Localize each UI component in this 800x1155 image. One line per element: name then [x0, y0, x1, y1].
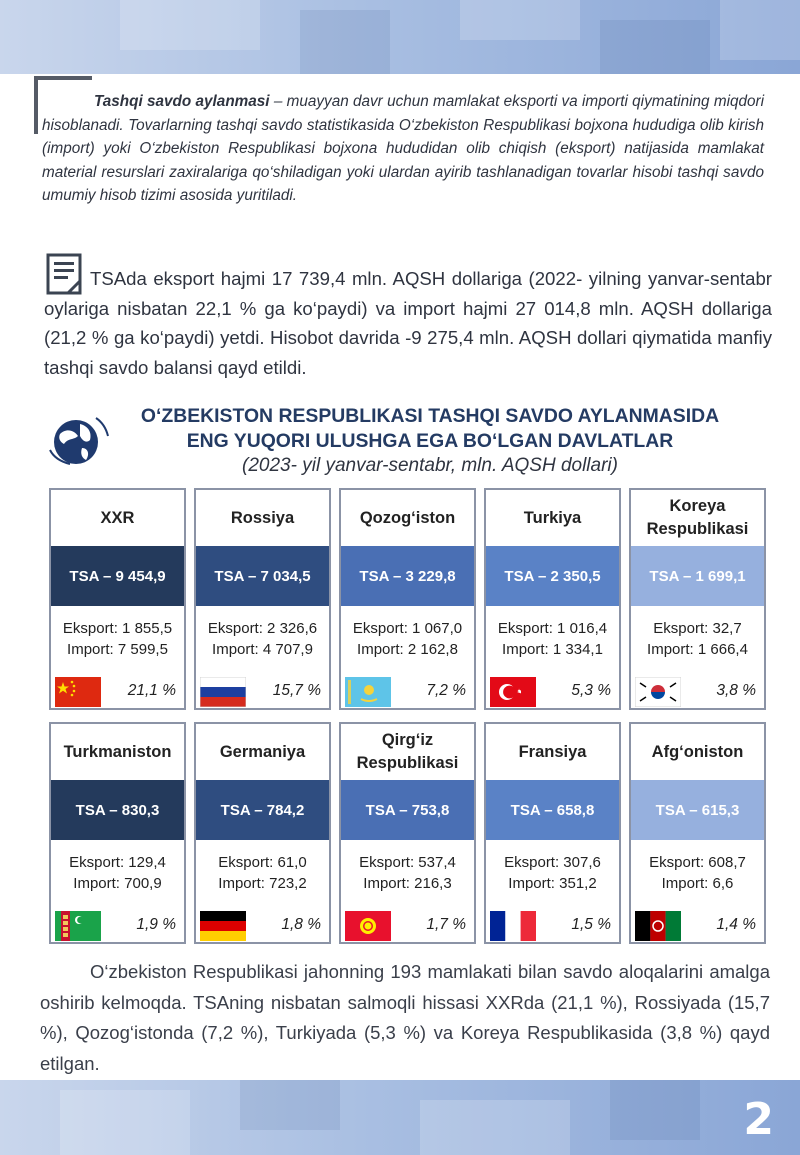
conclusion-text: O‘zbekiston Respublikasi jahonning 193 mamlakati bilan savdo aloqalarini amalga oshirib kelmoqda. TSAning nisbatan salmoqli hissasi XXRda (21,1 %), Rossiyada (15,7 %), Qozog‘istonda (7,2 %), Turkiyada (5,3 %) va Koreya Respublikasida (3,8 %) qayd etilgan.	[40, 961, 770, 1074]
tsa-value: TSA – 658,8	[486, 780, 619, 840]
germany-flag-icon	[200, 911, 246, 941]
country-card-turkmaniston	[49, 722, 186, 944]
export-value: Eksport: 1 067,0	[352, 620, 463, 637]
kyrgyzstan-flag-icon	[345, 911, 391, 941]
export-value: Eksport: 537,4	[359, 854, 456, 871]
country-card-xxr	[49, 488, 186, 710]
header-band	[0, 0, 800, 74]
share-value: 7,2 %	[426, 682, 466, 699]
afghanistan-flag-icon	[635, 911, 681, 941]
kazakhstan-flag-icon	[345, 677, 391, 707]
tsa-value: TSA – 7 034,5	[196, 546, 329, 606]
tsa-value: TSA – 3 229,8	[341, 546, 474, 606]
section-subtitle: (2023- yil yanvar-sentabr, mln. AQSH dollari)	[242, 455, 618, 476]
share-value: 15,7 %	[272, 682, 321, 699]
country-name: Germaniya	[219, 742, 306, 761]
trade-values	[51, 853, 184, 894]
france-flag-icon	[490, 911, 536, 941]
share-value: 3,8 %	[716, 682, 756, 699]
country-card-koreya	[629, 488, 766, 710]
tsa-paragraph	[44, 264, 772, 382]
south-korea-flag-icon	[635, 677, 681, 707]
intro-definition: – muayyan davr uchun mamlakat eksporti va importi qiymatining miqdori hisoblanadi. Tovarlarning tashqi savdo statistikasida O‘zbekiston Respublikasi bojxona hududiga olib kirish (import) yoki O‘zbekiston Respublikasi bojxona hududidan olib chiqish (eksport) natijasida mamlakat material resurslari zaxiralariga qo‘shiladigan yoki ulardan ayirib tashlanadigan tovarlar hisobi tashqi savdo umumiy hisob tizimi asosida yuritiladi.	[42, 93, 764, 205]
country-name: Afg‘oniston	[651, 742, 744, 761]
share-value: 1,9 %	[136, 916, 176, 933]
footer-band	[0, 1080, 800, 1155]
import-value: Import: 700,9	[73, 874, 162, 892]
share-value: 1,4 %	[716, 916, 756, 933]
export-value: Eksport: 2 326,6	[207, 620, 318, 637]
export-value: Eksport: 608,7	[649, 854, 746, 871]
intro-paragraph	[42, 90, 764, 208]
country-card-qozogiston	[339, 488, 476, 710]
russia-flag-icon	[200, 677, 246, 707]
country-name: Fransiya	[518, 742, 587, 761]
country-card-rossiya	[194, 488, 331, 710]
section-title-line1: O‘ZBEKISTON RESPUBLIKASI TASHQI SAVDO AYLANMASIDA	[140, 405, 720, 427]
country-card-afgoniston	[629, 722, 766, 944]
trade-values	[486, 619, 619, 660]
export-value: Eksport: 1 016,4	[497, 620, 608, 637]
share-value: 1,7 %	[426, 916, 466, 933]
country-card-turkiya	[484, 488, 621, 710]
share-value: 21,1 %	[127, 682, 176, 699]
tsa-value: TSA – 753,8	[341, 780, 474, 840]
trade-values	[51, 619, 184, 660]
country-name: XXR	[100, 508, 135, 527]
country-card-germaniya	[194, 722, 331, 944]
section-title-line2: ENG YUQORI ULUSHGA EGA BO‘LGAN DAVLATLAR	[186, 430, 674, 452]
tsa-paragraph-text: TSAda eksport hajmi 17 739,4 mln. AQSH dollariga (2022- yilning yanvar-sentabr oylariga nisbatan 22,1 % ga ko‘paydi) va import hajmi 27 014,8 mln. AQSH dollariga (21,2 % ga ko‘paydi) yetdi. Hisobot davrida -9 275,4 mln. AQSH dollari qiymatida manfiy tashqi savdo balansi qayd etildi.	[44, 268, 772, 378]
export-value: Eksport: 129,4	[69, 854, 166, 871]
import-value: Import: 351,2	[508, 874, 597, 892]
trade-values	[486, 853, 619, 894]
country-name: Qirg‘iz Respublikasi	[356, 731, 459, 772]
tsa-value: TSA – 2 350,5	[486, 546, 619, 606]
country-card-fransiya	[484, 722, 621, 944]
trade-values	[196, 853, 329, 894]
country-card-qirgiz	[339, 722, 476, 944]
tsa-value: TSA – 615,3	[631, 780, 764, 840]
country-name: Turkmaniston	[63, 742, 172, 761]
trade-values	[631, 619, 764, 660]
trade-values	[341, 853, 474, 894]
conclusion-paragraph	[40, 957, 770, 1079]
export-value: Eksport: 61,0	[218, 854, 307, 871]
turkey-flag-icon	[490, 677, 536, 707]
export-value: Eksport: 1 855,5	[62, 620, 173, 637]
country-name: Qozog‘iston	[359, 508, 456, 527]
import-value: Import: 1 334,1	[502, 640, 603, 658]
export-value: Eksport: 307,6	[504, 854, 601, 871]
globe-icon	[46, 410, 112, 466]
share-value: 1,5 %	[571, 916, 611, 933]
china-flag-icon	[55, 677, 101, 707]
export-value: Eksport: 32,7	[653, 620, 742, 637]
tsa-value: TSA – 1 699,1	[631, 546, 764, 606]
page-number: 2	[743, 1094, 774, 1145]
intro-term: Tashqi savdo aylanmasi	[94, 93, 270, 110]
import-value: Import: 723,2	[218, 874, 307, 892]
import-value: Import: 2 162,8	[357, 640, 458, 658]
trade-values	[341, 619, 474, 660]
import-value: Import: 7 599,5	[67, 640, 168, 658]
tsa-value: TSA – 830,3	[51, 780, 184, 840]
share-value: 5,3 %	[571, 682, 611, 699]
import-value: Import: 216,3	[363, 874, 452, 892]
share-value: 1,8 %	[281, 916, 321, 933]
tsa-value: TSA – 9 454,9	[51, 546, 184, 606]
country-name: Turkiya	[523, 508, 582, 527]
import-value: Import: 4 707,9	[212, 640, 313, 658]
trade-values	[196, 619, 329, 660]
tsa-value: TSA – 784,2	[196, 780, 329, 840]
import-value: Import: 1 666,4	[647, 640, 748, 658]
trade-values	[631, 853, 764, 894]
section-title	[110, 404, 750, 454]
country-name: Koreya Respublikasi	[646, 497, 749, 538]
country-name: Rossiya	[230, 508, 295, 527]
turkmenistan-flag-icon	[55, 911, 101, 941]
import-value: Import: 6,6	[661, 874, 734, 892]
